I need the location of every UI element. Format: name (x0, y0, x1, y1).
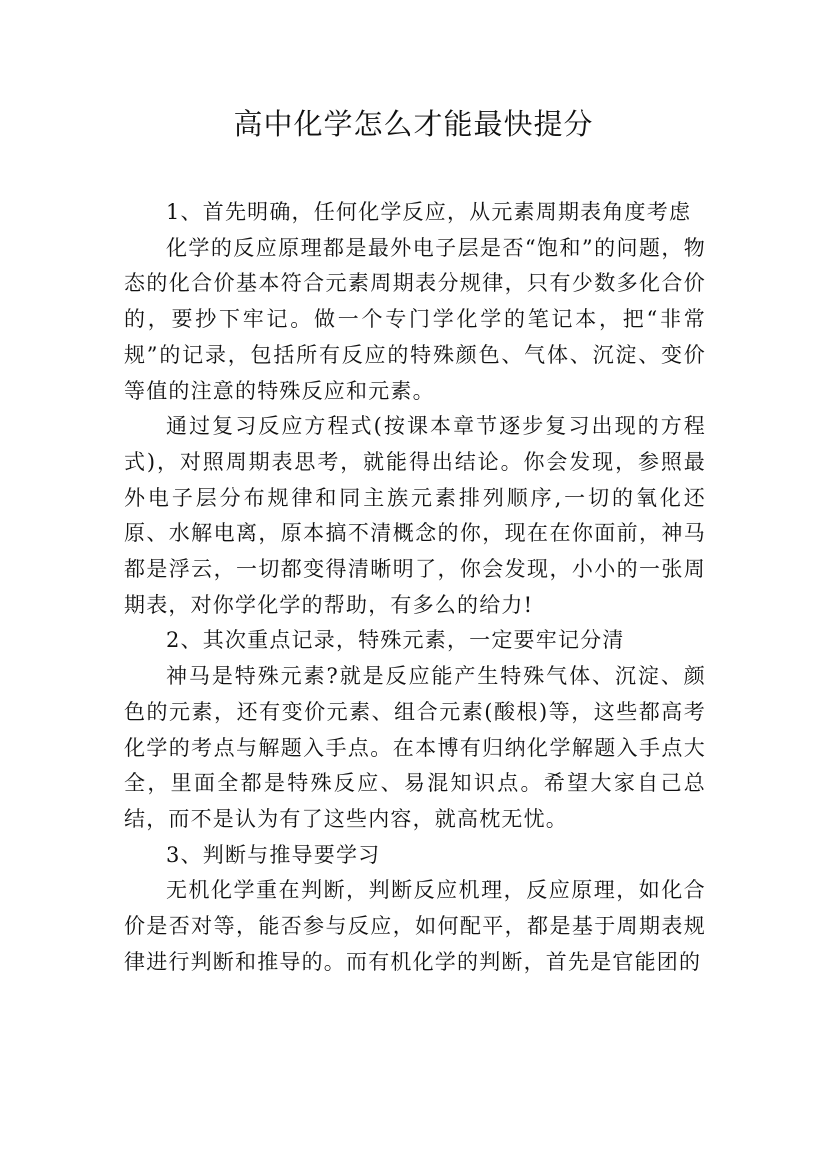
paragraph-inorganic-organic: 无机化学重在判断，判断反应机理，反应原理，如化合价是否对等，能否参与反应，如何配平，都是基于周期表规律进行判断和推导的。而有机化学的判断，首先是官能团的 (124, 878, 706, 974)
document-title: 高中化学怎么才能最快提分 (233, 107, 594, 141)
document-body (124, 195, 706, 980)
heading-3-judgement-derivation: 3、判断与推导要学习 (166, 842, 381, 867)
paragraph-review-equations: 通过复习反应方程式(按课本章节逐步复习出现的方程式)，对照周期表思考，就能得出结论。你会发现，参照最外电子层分布规律和同主族元素排列顺序,一切的氧化还原、水解电离，原本搞不清概念的你，现在在你面前，神马都是浮云，一切都变得清晰明了，你会发现，小小的一张周期表，对你学化学的帮助，有多么的给力! (124, 414, 706, 617)
heading-1-periodic-table: 1、首先明确，任何化学反应，从元素周期表角度考虑 (166, 200, 692, 224)
paragraph-special-elements: 神马是特殊元素?就是反应能产生特殊气体、沉淀、颜色的元素，还有变价元素、组合元素(酸根)等，这些都高考化学的考点与解题入手点。在本博有归纳化学解题入手点大全，里面全都是特殊反应、易混知识点。希望大家自己总结，而不是认为有了这些内容，就高枕无忧。 (124, 664, 706, 831)
heading-2-special-elements: 2、其次重点记录，特殊元素，一定要牢记分清 (166, 628, 625, 653)
paragraph-reaction-principle: 化学的反应原理都是最外电子层是否“饱和”的问题，物态的化合价基本符合元素周期表分规律，只有少数多化合价的，要抄下牢记。做一个专门学化学的笔记本，把“非常规”的记录，包括所有反应的特殊颜色、气体、沉淀、变价等值的注意的特殊反应和元素。 (124, 235, 706, 403)
